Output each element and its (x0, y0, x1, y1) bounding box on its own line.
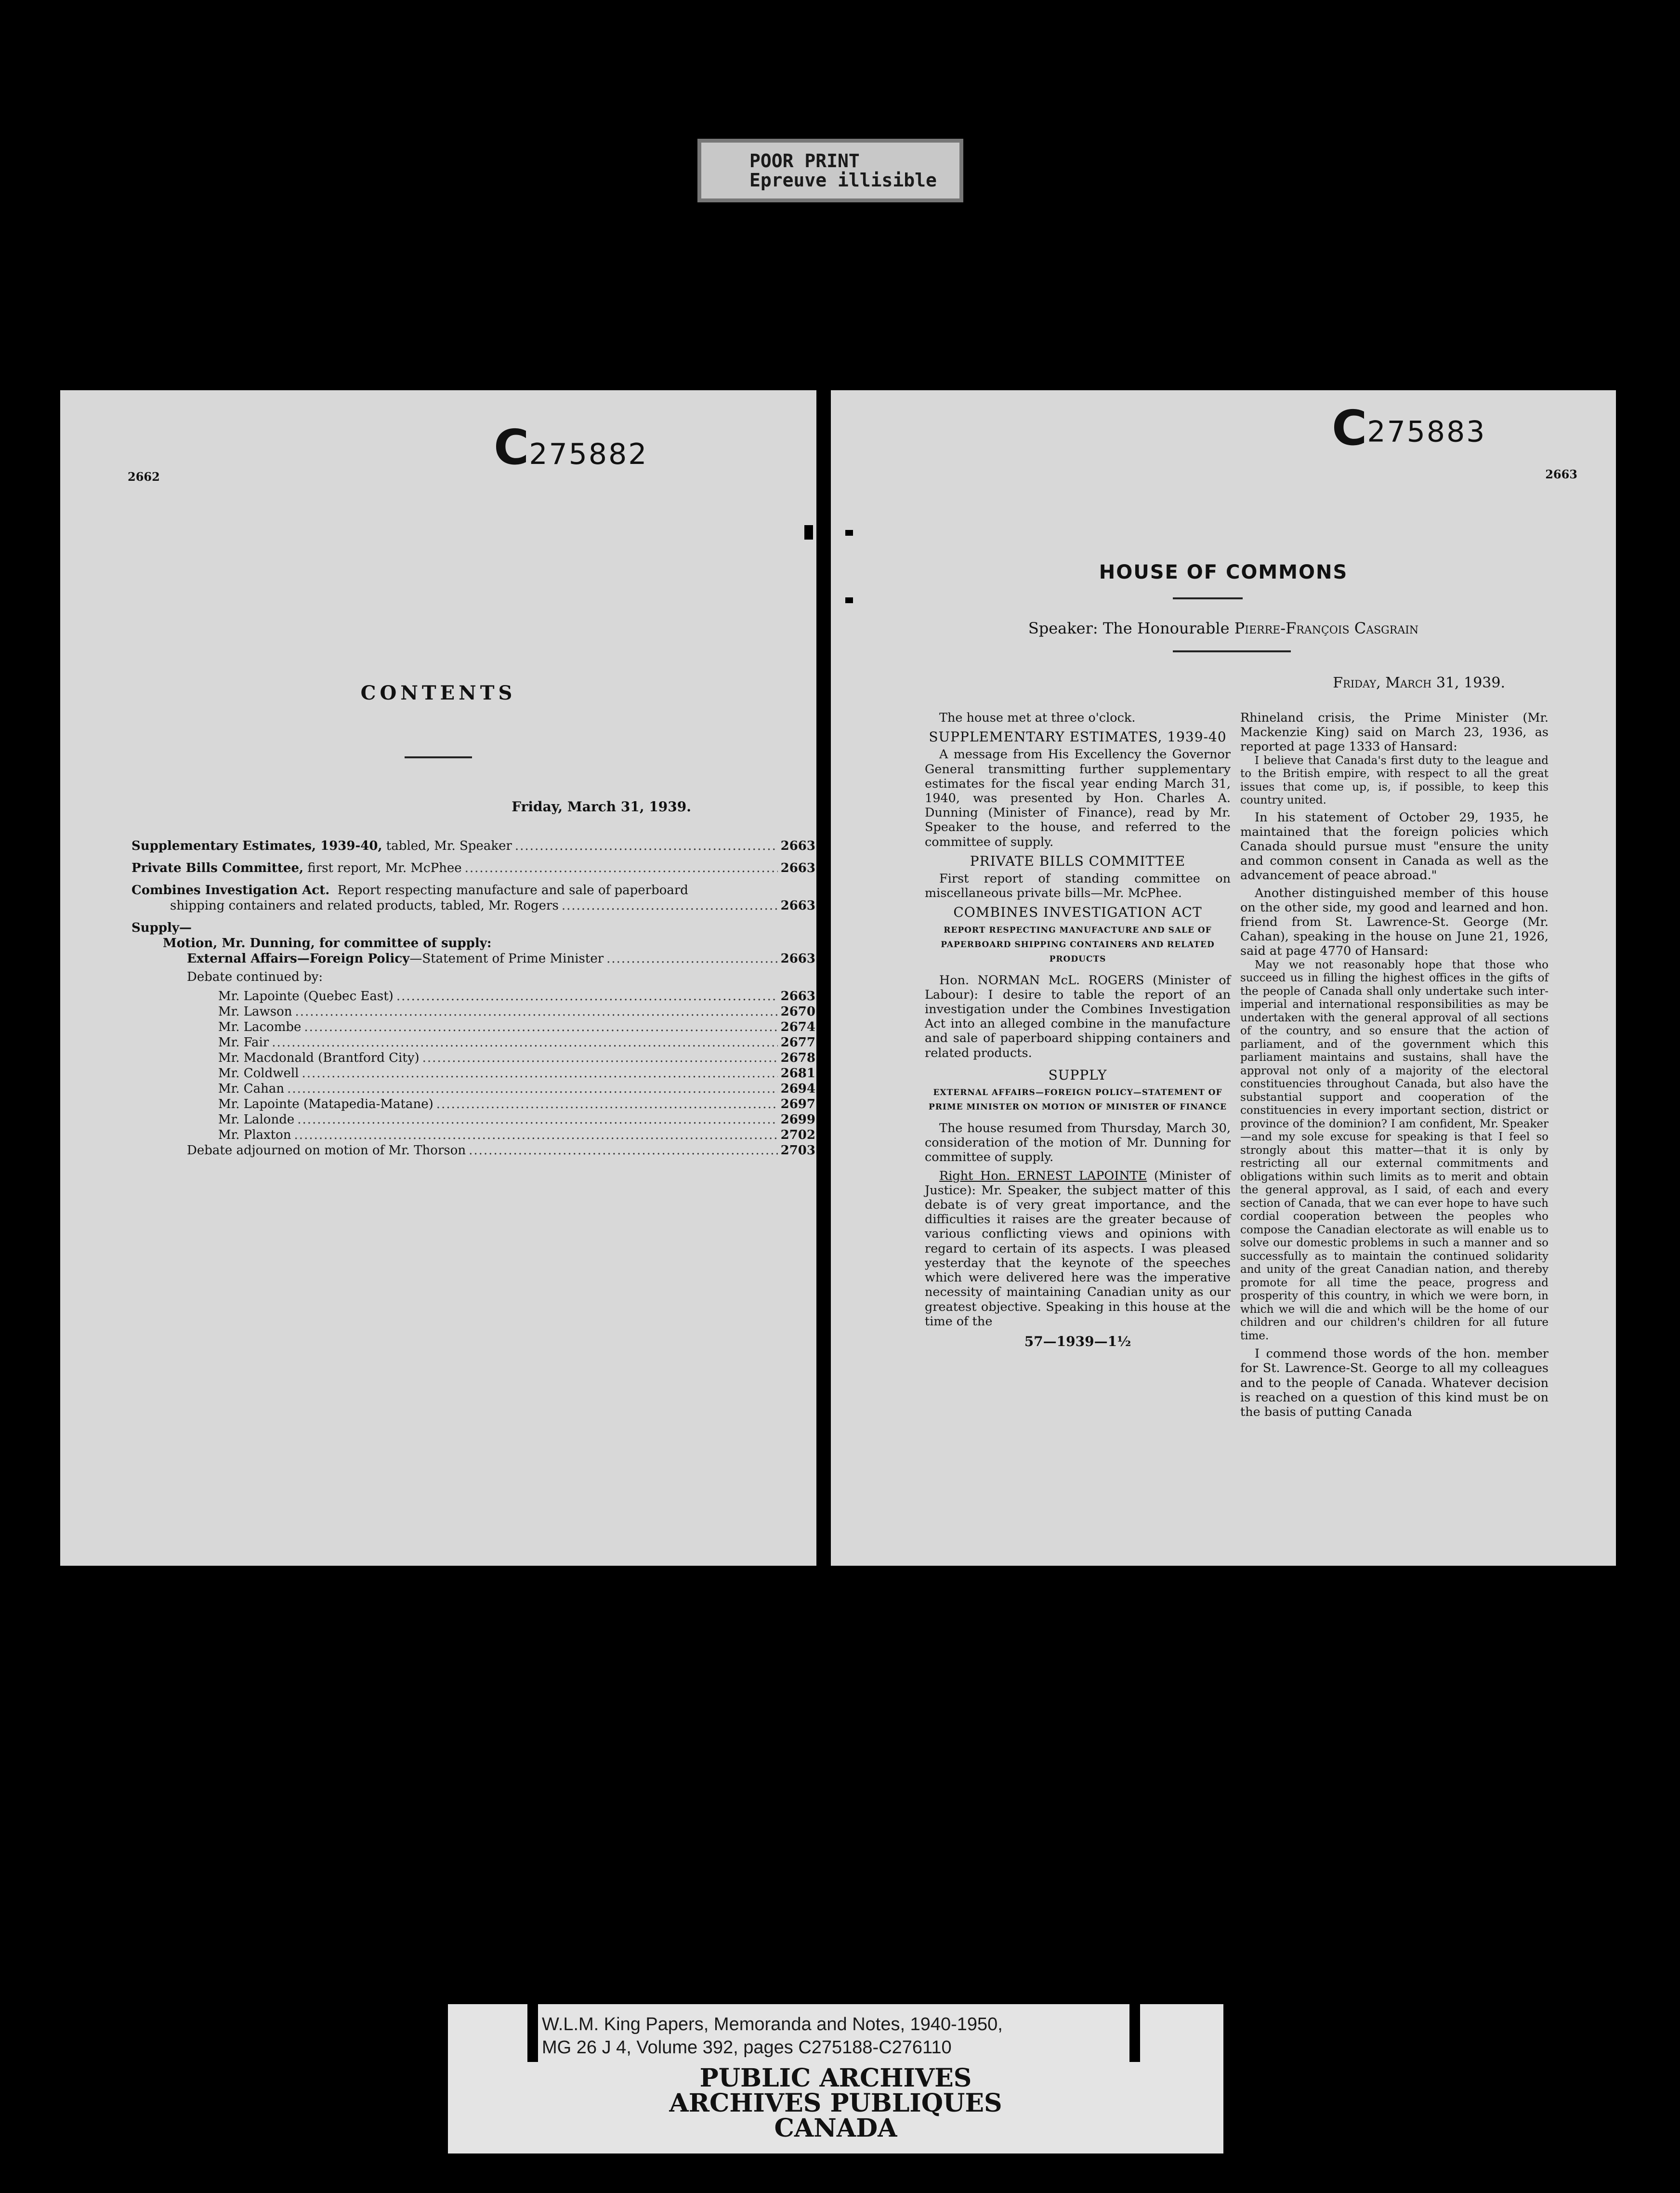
toc-entry-continuation-text: shipping containers and related products, tabled, Mr. Rogers (170, 898, 559, 913)
speaker-row (131, 1050, 815, 1066)
toc-page: 2663 (780, 951, 815, 966)
speaker-row (131, 1066, 815, 1081)
speaker-name: Mr. Cahan (218, 1082, 285, 1096)
binding-mark (845, 530, 853, 536)
toc-page: 2663 (780, 839, 815, 853)
speaker-row (131, 989, 815, 1004)
speaker-name: Mr. Lapointe (Quebec East) (218, 989, 394, 1004)
speaker-page: 2699 (780, 1112, 815, 1127)
left-archive-prefix: C (494, 419, 529, 476)
speaker-row (131, 1096, 815, 1112)
stamp-line-1: POOR PRINT (749, 150, 860, 172)
toc-page: 2663 (780, 898, 815, 913)
paragraph-cahan: Another distinguished member of this house on the other side, my good and learned and hon. friend from St. Lawrence-St. George (Mr. Cahan), speaking in the house on June 21, 1926, said at page 4770 of Hansard: (1240, 885, 1549, 959)
left-page (60, 390, 816, 1566)
speaker-row (131, 1019, 815, 1035)
toc-entry: Supplementary Estimates, 1939-40, tabled, Mr. Speaker ..... 2663 (131, 838, 815, 854)
speaker-page: 2697 (780, 1097, 815, 1111)
speaker-name: Mr. Lacombe (218, 1020, 302, 1034)
speaker-name: Mr. Lalonde (218, 1112, 295, 1127)
speaker-page: 2677 (780, 1035, 815, 1050)
right-archive-digits: 275883 (1367, 415, 1486, 449)
sitting-date-text: Friday, March 31, 1939. (1333, 674, 1505, 691)
toc-entry-continuation (131, 898, 815, 913)
binding-mark (845, 597, 853, 603)
toc-motion-text: Motion, Mr. Dunning, for committee of supply: (163, 936, 492, 951)
contents-date: Friday, March 31, 1939. (512, 799, 691, 815)
toc-debate-label (131, 969, 815, 985)
subheading-combines: REPORT RESPECTING MANUFACTURE AND SALE OF PAPERBOARD SHIPPING CONTAINERS AND RELATED PRODUCTS (941, 925, 1215, 964)
archive-label (448, 2004, 1223, 2153)
speaker-rule (1173, 650, 1291, 652)
speaker-name: Pierre-François Casgrain (1234, 619, 1419, 637)
speaker-row (131, 1112, 815, 1127)
lapointe-text: (Minister of Justice): Mr. Speaker, the subject matter of this debate is of very great importance, and the difficulties it raises are the greater because of various conflicting views and opinions with regard to certain of its aspects. I was pleased yesterday that the keynote of the speeches which were delivered here was the imperative necessity of maintaining Canadian unity as our greatest objective. Speaking in this house at the time of the (925, 1168, 1231, 1329)
binding-mark (804, 525, 813, 540)
speaker-name: Mr. Macdonald (Brantford City) (218, 1051, 420, 1065)
signature-mark: 57—1939—1½ (1024, 1333, 1131, 1349)
right-archive-number (1332, 400, 1486, 456)
toc-entry-bold: External Affairs—Foreign Policy (187, 951, 410, 966)
left-archive-number (494, 419, 648, 476)
left-archive-digits: 275882 (529, 437, 648, 471)
toc-supply (131, 920, 815, 936)
left-page-number: 2662 (128, 470, 160, 484)
toc-page: 2663 (780, 861, 815, 875)
citation-line-2: MG 26 J 4, Volume 392, pages C275188-C276110 (542, 2037, 952, 2058)
speaker-name: Mr. Fair (218, 1035, 269, 1050)
right-archive-prefix: C (1332, 400, 1367, 456)
paragraph-combines: Hon. NORMAN McL. ROGERS (Minister of Labour): I desire to table the report of an investigation under the Combines Investigation Act into an alleged combine in the manufacture and sale of paperboard shipping containers and related products. (925, 973, 1231, 1060)
toc-motion (131, 936, 815, 951)
speaker-page: 2702 (780, 1128, 815, 1142)
contents-list (131, 838, 815, 1158)
toc-adjourned-text: Debate adjourned on motion of Mr. Thorson (187, 1143, 466, 1158)
speaker-page: 2670 (780, 1004, 815, 1019)
contents-rule (405, 756, 472, 758)
toc-entry-bold: Supplementary Estimates, 1939-40, (131, 839, 382, 853)
paragraph-october: In his statement of October 29, 1935, he maintained that the foreign policies which Canada should pursue must "ensure the unity and common consent in Canada as well as the advancement of peace abroad." (1240, 810, 1549, 883)
paragraph-private-bills: First report of standing committee on miscellaneous private bills—Mr. McPhee. (925, 872, 1231, 901)
quote-cahan: May we not reasonably hope that those who succeed us in filling the highest offices in the gifts of the people of Canada shall only undertake such inter-imperial and international responsibilities as may be undertaken with the general approval of all sections of the country, and so ensure that the action of parliament, and of the government which this parliament maintains and sustains, shall have the approval not only of a majority of the electoral constituencies throughout Canada, but also have the substantial support and cooperation of the constituencies in every important section, district or province of the dominion? I am confident, Mr. Speaker—and my sole excuse for speaking is that I feel so strongly about this matter—that it is only by restricting all our external commitments and obligations within such limits as to merit and obtain the general approval, as I said, of each and every section of Canada, that we can ever hope to have such cordial cooperation between the peoples who compose the Canadian electorate as will enable us to solve our domestic problems in such a manner and so successfully as to maintain the continued solidarity and unity of the great Canadian nation, and thereby promote for all time the peace, progress and prosperity of this country, in which we were born, in which we will die and which will be the home of our children and our children's children for all future time. (1240, 958, 1549, 1342)
heading-supplementary: SUPPLEMENTARY ESTIMATES, 1939-40 (929, 729, 1227, 745)
toc-page: 2703 (780, 1143, 815, 1158)
contents-title: CONTENTS (360, 682, 516, 704)
citation-line-1: W.L.M. King Papers, Memoranda and Notes, 1940-1950, (542, 2014, 1003, 2034)
paragraph-resumed: The house resumed from Thursday, March 30, consideration of the motion of Mr. Dunning for committee of supply. (925, 1121, 1231, 1165)
paragraph-commend: I commend those words of the hon. member for St. Lawrence-St. George to all my colleagues and to the people of Canada. Whatever decision is reached on a question of this kind must be on the basis of putting Canada (1240, 1347, 1549, 1419)
speaker-page: 2678 (780, 1051, 815, 1065)
speaker-prefix: Speaker: The Honourable (1028, 619, 1230, 637)
poor-print-stamp (697, 139, 963, 202)
speaker-row (131, 1127, 815, 1143)
paragraph-lapointe (925, 1169, 1231, 1329)
heading-combines: COMBINES INVESTIGATION ACT (953, 904, 1202, 921)
archives-line-1: PUBLIC ARCHIVES (699, 2063, 972, 2093)
paragraph-rhineland: Rhineland crisis, the Prime Minister (Mr. Mackenzie King) said on March 23, 1936, as reported at page 1333 of Hansard: (1240, 711, 1549, 754)
speaker-line (831, 619, 1616, 637)
toc-entry: Private Bills Committee, first report, Mr. McPhee ..... 2663 (131, 860, 815, 876)
speaker-list (131, 989, 815, 1143)
sitting-date (1333, 674, 1505, 691)
toc-entry: External Affairs—Foreign Policy—Statement of Prime Minister ..... 2663 (131, 951, 815, 966)
archives-line-3: CANADA (774, 2114, 897, 2143)
toc-entry-bold: Private Bills Committee, (131, 861, 304, 875)
speaker-name: Mr. Lapointe (Matapedia-Matane) (218, 1097, 433, 1111)
toc-debate-label-text: Debate continued by: (187, 970, 323, 984)
lapointe-name: Right Hon. ERNEST LAPOINTE (939, 1168, 1147, 1183)
speaker-page: 2674 (780, 1020, 815, 1034)
paragraph-supplementary: A message from His Excellency the Governor General transmitting further supplementary estimates for the fiscal year ending March 31, 1940, was presented by Hon. Charles A. Dunning (Minister of Finance), read by Mr. Speaker to the house, and referred to the committee of supply. (925, 747, 1231, 849)
house-title: HOUSE OF COMMONS (1099, 561, 1348, 583)
page-gutter (816, 400, 831, 1556)
speaker-name: Mr. Coldwell (218, 1066, 299, 1081)
speaker-page: 2694 (780, 1082, 815, 1096)
column-left (925, 711, 1231, 1349)
speaker-page: 2663 (780, 989, 815, 1004)
toc-entry-bold: Combines Investigation Act. (131, 883, 330, 898)
archive-citation (542, 2013, 1003, 2059)
speaker-row (131, 1035, 815, 1050)
toc-supply-text: Supply— (131, 921, 192, 935)
label-tab (1129, 2004, 1140, 2062)
right-page-number: 2663 (1545, 467, 1577, 481)
subheading-supply: EXTERNAL AFFAIRS—FOREIGN POLICY—STATEMENT OF PRIME MINISTER ON MOTION OF MINISTER OF FINANCE (928, 1088, 1227, 1112)
title-rule (1173, 597, 1243, 599)
opening-line: The house met at three o'clock. (939, 711, 1136, 725)
column-right (1240, 711, 1549, 1419)
right-page (831, 390, 1616, 1566)
archives-line-2: ARCHIVES PUBLIQUES (669, 2088, 1002, 2118)
speaker-name: Mr. Plaxton (218, 1128, 291, 1142)
public-archives-mark (448, 2063, 1223, 2143)
speaker-name: Mr. Lawson (218, 1004, 292, 1019)
speaker-row (131, 1081, 815, 1096)
heading-private-bills: PRIVATE BILLS COMMITTEE (970, 853, 1186, 869)
heading-supply: SUPPLY (1048, 1067, 1107, 1083)
stamp-line-2: Epreuve illisible (749, 170, 937, 191)
label-tab (527, 2004, 538, 2062)
speaker-row (131, 1004, 815, 1019)
toc-entry: Combines Investigation Act. Report respecting manufacture and sale of paperboard (131, 883, 688, 898)
quote-king: I believe that Canada's first duty to the league and to the British empire, with respect to all the great issues that come up, is, if possible, to keep this country united. (1240, 754, 1549, 807)
toc-adjourned (131, 1143, 815, 1158)
speaker-page: 2681 (780, 1066, 815, 1081)
